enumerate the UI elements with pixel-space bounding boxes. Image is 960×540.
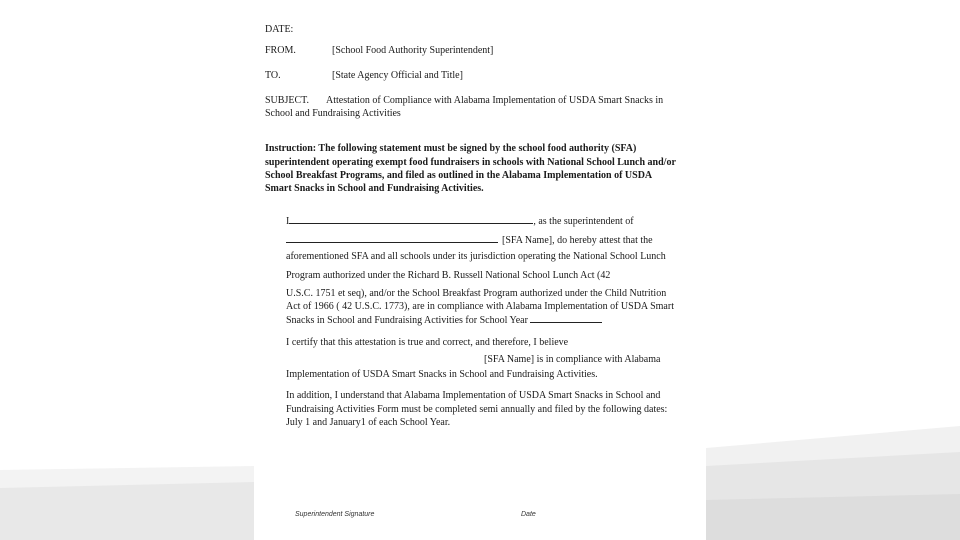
sfa-name-blank[interactable] bbox=[286, 242, 498, 243]
attestation-line-4: Program authorized under the Richard B. Russell National School Lunch Act (42 bbox=[286, 270, 611, 281]
pronoun-i: I bbox=[286, 216, 290, 227]
subject-line-2: School and Fundraising Activities bbox=[265, 108, 401, 119]
addition-line-1: In addition, I understand that Alabama Implementation of USDA Smart Snacks in School and bbox=[286, 390, 661, 401]
school-year-blank[interactable] bbox=[530, 322, 602, 323]
from-label: FROM. bbox=[265, 45, 296, 56]
attestation-line-3: aforementioned SFA and all schools under its jurisdiction operating the National School Lunch bbox=[286, 251, 666, 262]
attestation-line-5: U.S.C. 1751 et seq), and/or the School Breakfast Program authorized under the Child Nutrition bbox=[286, 288, 667, 299]
from-value: [School Food Authority Superintendent] bbox=[332, 45, 494, 56]
to-label: TO. bbox=[265, 70, 281, 81]
signature-label: Superintendent Signature bbox=[295, 511, 375, 518]
certify-line-1: I certify that this attestation is true and correct, and therefore, I believe bbox=[286, 337, 569, 348]
signature-date-label: Date bbox=[521, 511, 536, 518]
instruction-line-4: Smart Snacks in School and Fundraising Activities. bbox=[265, 183, 484, 194]
superintendent-name-blank[interactable] bbox=[289, 223, 533, 224]
instruction-line-3: School Breakfast Programs, and filed as outlined in the Alabama Implementation of USDA bbox=[265, 170, 653, 181]
addition-line-2: Fundraising Activities Form must be completed semi annually and filed by the following dates: bbox=[286, 404, 668, 415]
attestation-line-2 bbox=[286, 235, 653, 247]
attestation-line-1 bbox=[286, 216, 634, 228]
attestation-line-2-end: [SFA Name], do hereby attest that the bbox=[502, 235, 653, 246]
attestation-document bbox=[254, 0, 706, 523]
attestation-line-1-end: , as the superintendent of bbox=[533, 216, 634, 227]
addition-line-3: July 1 and January1 of each School Year. bbox=[286, 417, 451, 428]
instruction-line-1: Instruction: The following statement must be signed by the school food authority (SFA) bbox=[265, 143, 637, 154]
attestation-line-6: Act of 1966 ( 42 U.S.C. 1773), are in compliance with Alabama Implementation of USDA Smart bbox=[286, 301, 674, 312]
date-label: DATE: bbox=[265, 24, 294, 35]
subject-line-1: Attestation of Compliance with Alabama Implementation of USDA Smart Snacks in bbox=[326, 95, 664, 106]
certify-line-3: Implementation of USDA Smart Snacks in School and Fundraising Activities. bbox=[286, 369, 598, 380]
instruction-line-2: superintendent operating exempt food fundraisers in schools with National School Lunch and/or bbox=[265, 157, 676, 168]
certify-line-2: [SFA Name] is in compliance with Alabama bbox=[484, 354, 661, 365]
to-value: [State Agency Official and Title] bbox=[332, 70, 463, 81]
attestation-line-7 bbox=[286, 315, 602, 327]
subject-label: SUBJECT. bbox=[265, 95, 309, 106]
school-year-text: Snacks in School and Fundraising Activities for School Year bbox=[286, 315, 528, 326]
